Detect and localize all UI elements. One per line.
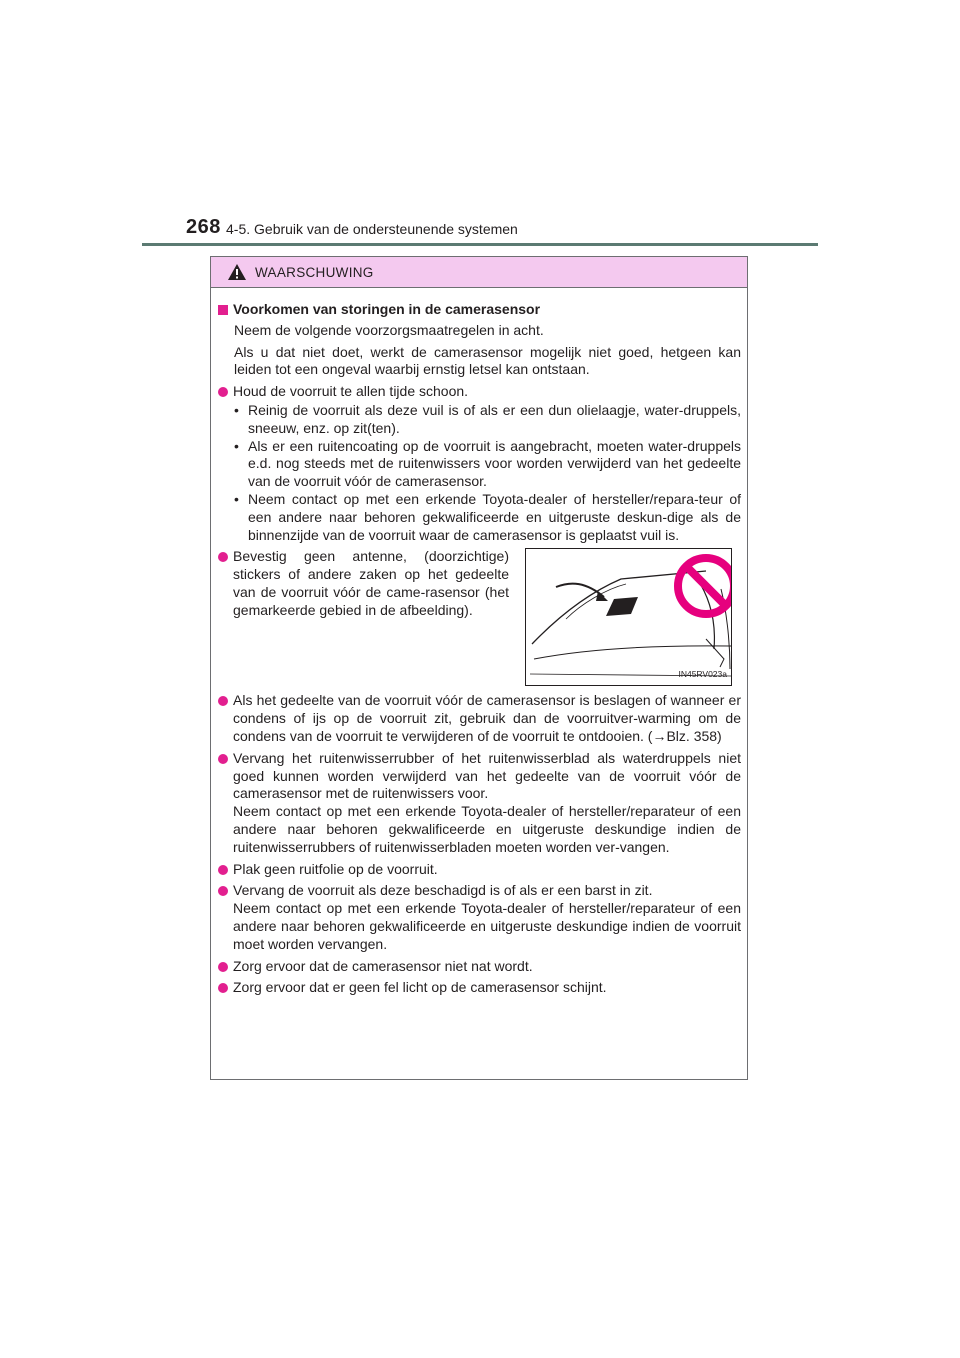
bullet-not-wet — [217, 958, 741, 976]
sub-item-text: Als er een ruitencoating op de voorruit is aangebracht, moeten water-druppels e.d. nog steeds met de ruitenwissers voor worden verwijderd van het gedeelte van de voorruit vóór de camerasensor. — [248, 437, 741, 490]
warning-triangle-icon — [227, 263, 247, 281]
bullet-no-film — [217, 861, 741, 879]
warning-title: WAARSCHUWING — [255, 264, 374, 280]
bullet-text: Zorg ervoor dat er geen fel licht op de camerasensor schijnt. — [233, 979, 607, 996]
bullet-text: Plak geen ruitfolie op de voorruit. — [233, 860, 438, 877]
bullet-dot-icon — [218, 696, 228, 706]
bullet-wiper — [217, 750, 741, 857]
bullet-text-continued: Neem contact op met een erkende Toyota-dealer of hersteller/reparateur of een andere naar behoren gekwalificeerde en uitgeruste deskundige indien de ruitenwisserrubbers of ruitenwisserbladen moeten worden ver-vangen. — [233, 803, 741, 855]
bullet-with-figure — [217, 548, 741, 686]
page-number: 268 — [186, 216, 221, 238]
bullet-dot-icon — [218, 552, 228, 562]
sub-item — [234, 491, 741, 544]
sub-bullet-icon: • — [234, 437, 239, 454]
bullet-dot-icon — [218, 962, 228, 972]
figure-code: IN45RV023a — [678, 668, 727, 679]
bullet-defog — [217, 692, 741, 745]
intro-paragraph-2: Als u dat niet doet, werkt de camerasensor mogelijk niet goed, hetgeen kan leiden tot een ongeval waarbij ernstig letsel kan ontstaan. — [234, 343, 741, 378]
bullet-no-stickers — [217, 548, 509, 686]
sub-list — [217, 402, 741, 544]
bullet-no-bright-light — [217, 979, 741, 997]
warning-heading-text: Voorkomen van storingen in de camerasensor — [233, 301, 541, 317]
sub-item — [234, 402, 741, 438]
bullet-text-group — [233, 750, 741, 857]
bullet-dot-icon — [218, 983, 228, 993]
sub-bullet-icon: • — [234, 490, 239, 507]
intro-paragraph: Neem de volgende voorzorgsmaatregelen in acht. — [234, 321, 544, 338]
bullet-keep-clean — [217, 383, 741, 401]
square-bullet-icon — [218, 305, 228, 315]
bullet-text: Als het gedeelte van de voorruit vóór de camerasensor is beslagen of wanneer er condens of ijs op de voorruit zit, gebruik dan de voorruitver-warming om de condens van de voorruit te verwijderen of de voorruit te ontdooien. (→Blz. 358) — [233, 692, 741, 744]
warning-header — [211, 257, 747, 288]
warning-heading — [217, 301, 741, 319]
bullet-text: Zorg ervoor dat de camerasensor niet nat wordt. — [233, 957, 533, 974]
sub-item-text: Reinig de voorruit als deze vuil is of als er een dun olielaagje, water-druppels, sneeuw, enz. op zit(ten). — [248, 401, 741, 436]
bullet-text-group — [233, 882, 741, 953]
bullet-text: Bevestig geen antenne, (doorzichtige) stickers of andere zaken op het gedeelte van de voorruit vóór de came-rasensor (het gemarkeerde gebied in de afbeelding). — [233, 548, 509, 618]
bullet-text: Vervang het ruitenwisserrubber of het ruitenwisserblad als waterdruppels niet goed kunnen worden verwijderd van het gedeelte van de voorruit vóór de camerasensor met de ruitenwissers voor. — [233, 749, 741, 802]
bullet-text: Vervang de voorruit als deze beschadigd is of als er een barst in zit. — [233, 882, 653, 899]
section-title: 4-5. Gebruik van de ondersteunende systemen — [226, 221, 518, 237]
header-rule — [142, 243, 818, 246]
bullet-dot-icon — [218, 754, 228, 764]
sub-bullet-icon: • — [234, 401, 239, 418]
warning-box — [210, 256, 748, 1080]
bullet-dot-icon — [218, 387, 228, 397]
bullet-text: Houd de voorruit te allen tijde schoon. — [233, 383, 469, 400]
bullet-dot-icon — [218, 865, 228, 875]
sub-item-text: Neem contact op met een erkende Toyota-dealer of hersteller/repara-teur of een andere naar behoren gekwalificeerde en uitgeruste deskun-dige als de binnenzijde van de voorruit waar de camerasensor is geplaatst vuil is. — [248, 490, 741, 543]
warning-content — [211, 288, 747, 997]
sub-item — [234, 438, 741, 491]
bullet-dot-icon — [218, 886, 228, 896]
windshield-illustration — [525, 548, 732, 686]
bullet-text-continued: Neem contact op met een erkende Toyota-dealer of hersteller/reparateur of een andere naar behoren gekwalificeerde en uitgeruste deskundige indien de voorruit moet worden vervangen. — [233, 900, 741, 952]
bullet-replace-windshield — [217, 882, 741, 953]
